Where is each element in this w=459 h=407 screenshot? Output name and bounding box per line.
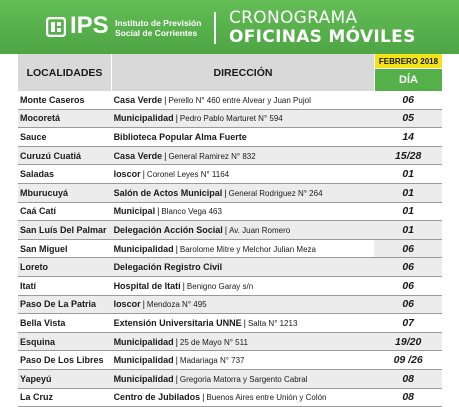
row-organismo: Centro de Jubilados [114, 392, 201, 402]
row-address: Blanco Vega 463 [161, 207, 222, 216]
row-organismo: Delegación Acción Social [114, 225, 223, 235]
table-row [18, 240, 442, 259]
ips-logo-icon [46, 17, 66, 37]
row-separator: | [174, 355, 180, 365]
row-address: Mendoza N° 495 [147, 300, 207, 309]
row-dia: 06 [374, 258, 442, 276]
row-direccion [114, 151, 375, 161]
table-row [18, 184, 442, 203]
row-separator: | [222, 188, 228, 198]
institute-name [115, 18, 215, 38]
row-address: Salta N° 1213 [248, 319, 297, 328]
row-direccion [114, 355, 375, 365]
row-organismo: Casa Verde [114, 95, 163, 105]
row-localidad: Itatí [18, 281, 114, 291]
row-dia: 05 [374, 112, 442, 124]
row-separator: | [223, 225, 229, 235]
row-organismo: Extensión Universitaria UNNE [114, 318, 242, 328]
row-direccion [114, 95, 375, 105]
institute-line-1: Instituto de Previsión [115, 18, 215, 28]
table-row [18, 165, 442, 184]
row-dia: 15/28 [374, 150, 442, 162]
row-separator: | [174, 244, 180, 254]
column-header-localidades: LOCALIDADES [18, 54, 112, 91]
row-address: Av. Juan Romero [229, 226, 290, 235]
table-row [18, 91, 442, 110]
table-row [18, 296, 442, 315]
row-direccion [114, 262, 375, 272]
row-dia: 06 [374, 280, 442, 292]
row-organismo: Casa Verde [114, 151, 163, 161]
title-line-1: CRONOGRAMA [229, 9, 357, 27]
row-direccion [114, 337, 375, 347]
row-organismo: Delegación Registro Civil [114, 262, 223, 272]
row-direccion [114, 281, 375, 291]
row-separator: | [141, 299, 147, 309]
row-address: Barolome Mitre y Melchor Julian Meza [180, 245, 316, 254]
month-label: FEBRERO 2018 [375, 54, 442, 68]
row-direccion [114, 206, 375, 216]
row-separator: | [200, 392, 206, 402]
row-localidad: Yapeyú [18, 374, 114, 384]
row-address: Coronel Leyes N° 1164 [147, 170, 229, 179]
row-organismo: Ioscor [114, 299, 141, 309]
row-dia: 08 [374, 391, 442, 403]
row-localidad: Saladas [18, 169, 114, 179]
row-address: Gregoria Matorra y Sargento Cabral [180, 375, 308, 384]
row-separator: | [174, 337, 180, 347]
header-banner [0, 0, 459, 54]
row-organismo: Municipalidad [114, 355, 174, 365]
row-organismo: Municipalidad [114, 337, 174, 347]
row-organismo: Biblioteca Popular Alma Fuerte [114, 132, 247, 142]
row-localidad: Loreto [18, 262, 114, 272]
table-row [18, 203, 442, 222]
row-separator: | [155, 206, 161, 216]
row-address: Pedro Pablo Marturet N° 594 [180, 114, 283, 123]
row-direccion [114, 299, 375, 309]
table-row [18, 277, 442, 296]
table-row [18, 351, 442, 370]
row-localidad: Mocoretá [18, 113, 114, 123]
column-header-direccion: DIRECCIÓN [112, 54, 374, 91]
row-dia: 01 [374, 224, 442, 236]
row-separator: | [174, 374, 180, 384]
row-address: Madariaga N° 737 [180, 356, 245, 365]
row-direccion [114, 169, 375, 179]
title-line-2: OFICINAS MÓVILES [229, 28, 416, 46]
row-dia: 06 [374, 298, 442, 310]
row-localidad: Mburucuyá [18, 188, 114, 198]
row-direccion [114, 225, 375, 235]
table-row [18, 147, 442, 166]
row-dia: 06 [374, 240, 442, 258]
table-row [18, 314, 442, 333]
row-separator: | [141, 169, 147, 179]
row-localidad: Curuzú Cuatiá [18, 151, 114, 161]
row-address: Buenos Aires entre Unión y Colón [206, 393, 326, 402]
row-direccion [114, 132, 375, 142]
table-row [18, 370, 442, 389]
row-direccion [114, 374, 375, 384]
row-address: Perello N° 460 entre Alvear y Juan Pujol [168, 96, 310, 105]
table-row [18, 110, 442, 129]
row-organismo: Ioscor [114, 169, 141, 179]
row-localidad: San Miguel [18, 244, 114, 254]
row-direccion [114, 188, 375, 198]
row-separator: | [181, 281, 187, 291]
row-dia: 01 [374, 205, 442, 217]
row-localidad: Caá Catí [18, 206, 114, 216]
row-address: Benigno Garay s/n [187, 282, 253, 291]
row-direccion [114, 113, 375, 123]
row-dia: 19/20 [374, 336, 442, 348]
row-localidad: Sauce [18, 132, 114, 142]
row-direccion [114, 318, 375, 328]
row-address: General Ramirez N° 832 [168, 152, 255, 161]
column-header-dia: DÍA [375, 69, 442, 91]
row-separator: | [162, 151, 168, 161]
row-dia: 08 [374, 373, 442, 385]
row-direccion [114, 244, 375, 254]
row-localidad: Paso De La Patria [18, 299, 114, 309]
row-localidad: La Cruz [18, 392, 114, 402]
row-dia: 01 [374, 168, 442, 180]
row-organismo: Hospital de Itatí [114, 281, 181, 291]
table-row [18, 128, 442, 147]
row-organismo: Salón de Actos Municipal [114, 188, 223, 198]
row-dia: 06 [374, 94, 442, 106]
row-address: 25 de Mayo N° 511 [180, 338, 248, 347]
row-separator: | [174, 113, 180, 123]
row-localidad: Esquina [18, 337, 114, 347]
row-localidad: Paso De Los Libres [18, 355, 114, 365]
schedule-table-body [18, 91, 442, 407]
table-row [18, 333, 442, 352]
row-separator: | [162, 95, 168, 105]
row-localidad: San Luís Del Palmar [18, 225, 114, 235]
row-dia: 01 [374, 187, 442, 199]
row-direccion [114, 392, 375, 402]
table-row [18, 221, 442, 240]
row-dia: 09 /26 [374, 354, 442, 366]
table-row [18, 389, 442, 407]
row-dia: 07 [374, 317, 442, 329]
institute-line-2: Social de Corrientes [115, 28, 215, 38]
header-divider [214, 12, 216, 44]
ips-wordmark: IPS [70, 14, 109, 38]
row-dia: 14 [374, 131, 442, 143]
row-organismo: Municipalidad [114, 374, 174, 384]
row-address: General Rodriguez N° 264 [229, 189, 323, 198]
row-localidad: Bella Vista [18, 318, 114, 328]
row-organismo: Municipalidad [114, 113, 174, 123]
row-separator: | [242, 318, 248, 328]
table-row [18, 258, 442, 277]
row-organismo: Municipalidad [114, 244, 174, 254]
row-organismo: Municipal [114, 206, 156, 216]
row-localidad: Monte Caseros [18, 95, 114, 105]
